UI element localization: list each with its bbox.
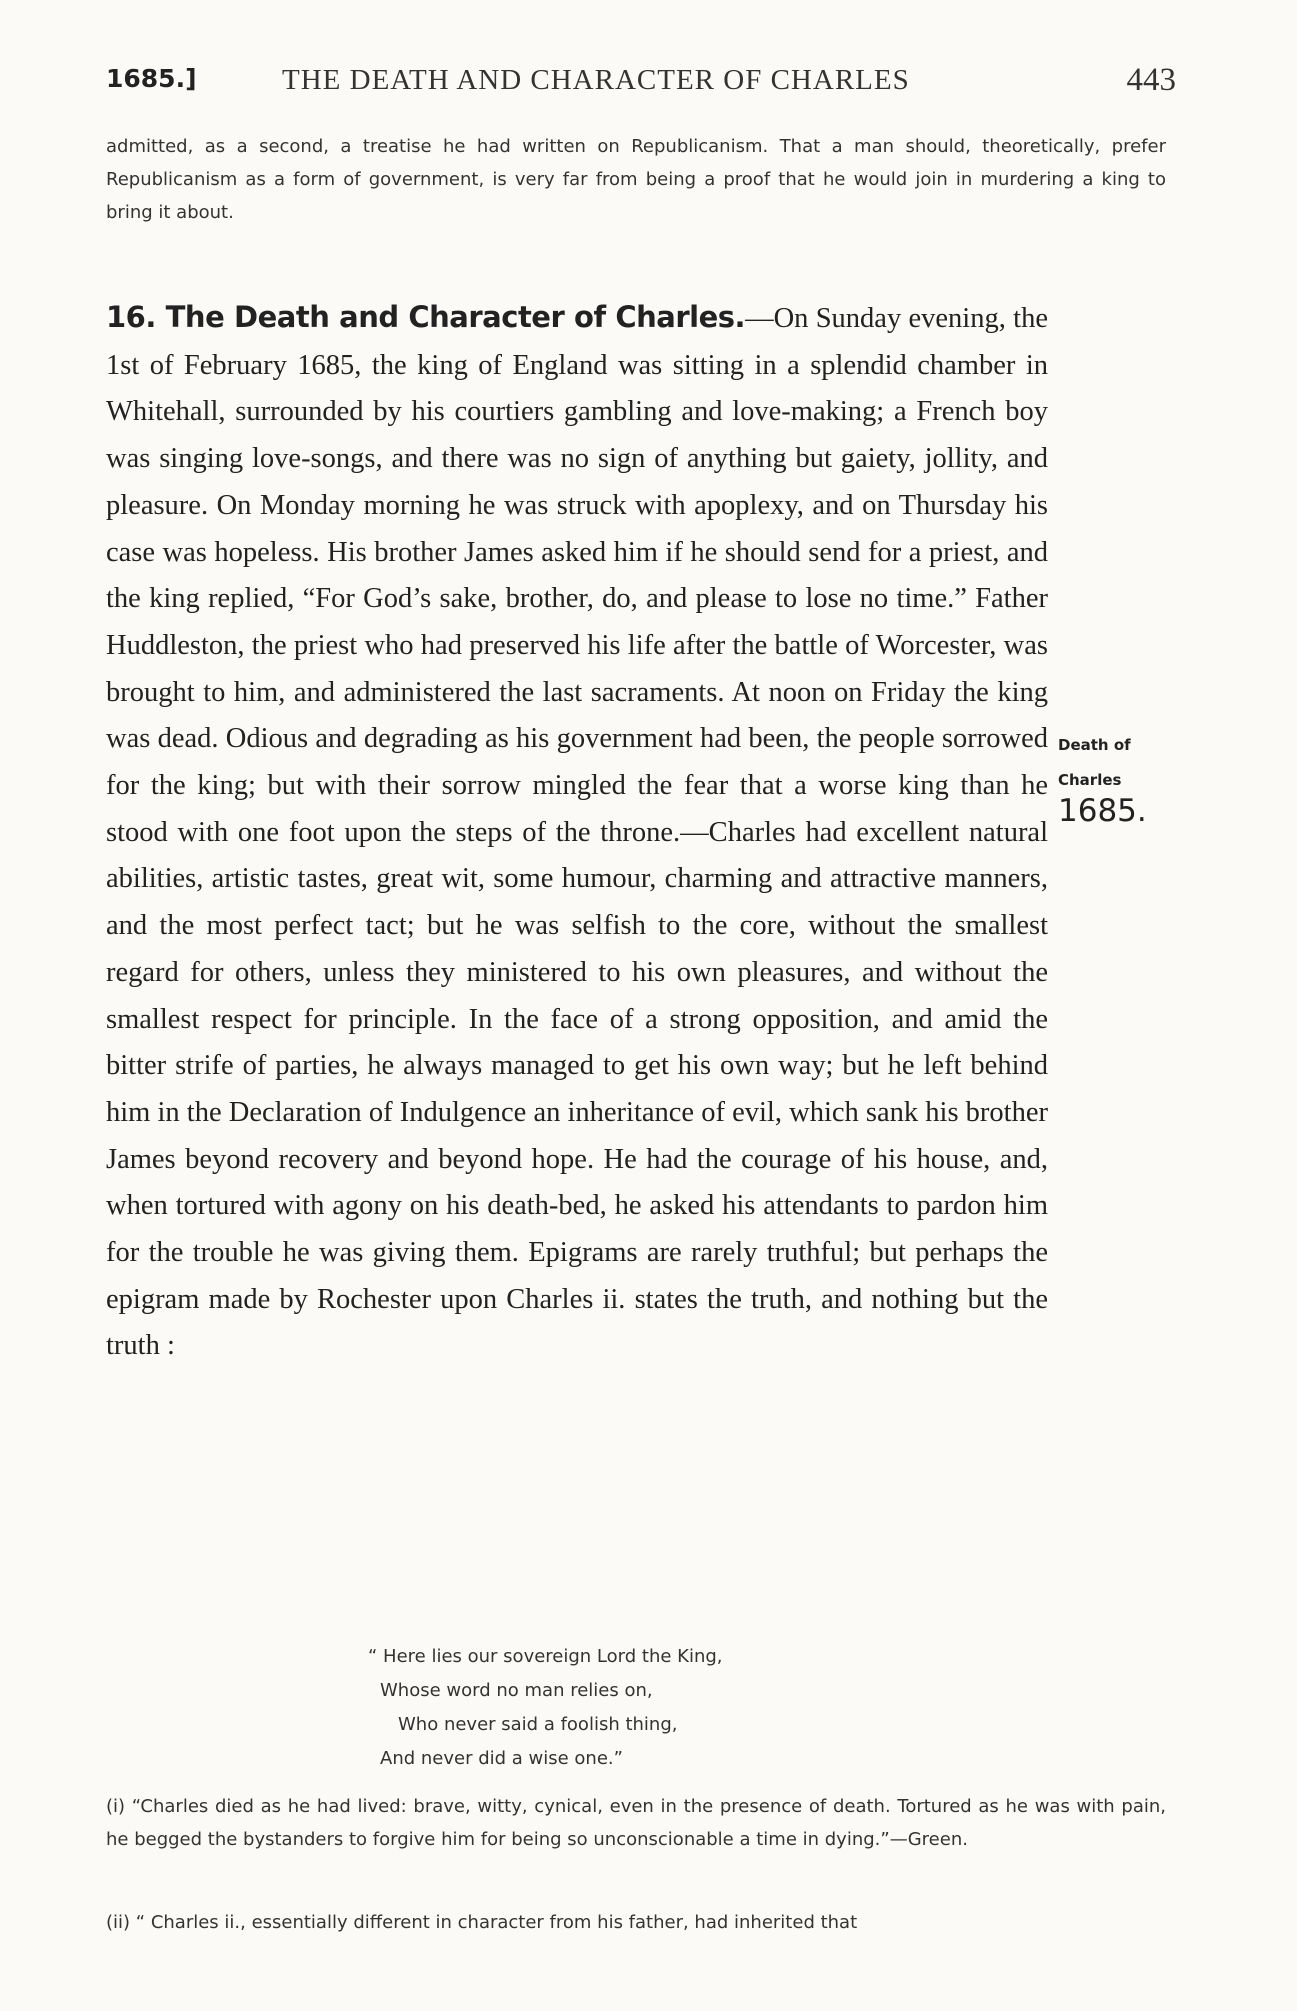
poem-line: Who never said a foolish thing, xyxy=(398,1714,678,1735)
footnote-1: (i) “Charles died as he had lived: brave, witty, cynical, even in the presence of death. Tortured as he was with pain, he begged the bystanders to forgive him for being so unconscionable a time in dying.”—Green. xyxy=(106,1796,1166,1850)
header-title: THE DEATH AND CHARACTER OF CHARLES xyxy=(282,64,910,96)
footnote-2: (ii) “ Charles ii., essentially different in character from his father, had inherited that xyxy=(106,1912,858,1933)
poem-line: Whose word no man relies on, xyxy=(380,1680,653,1701)
margin-note-line-1: Death of xyxy=(1058,736,1131,754)
margin-note-year: 1685. xyxy=(1058,793,1147,829)
page-number: 443 xyxy=(1126,62,1176,98)
intro-note: admitted, as a second, a treatise he had written on Republicanism. That a man should, theoretically, prefer Republicanism as a form of government, is very far from being a proof that he would join in murdering a king to bring it about. xyxy=(106,136,1166,223)
poem-line: “ Here lies our sovereign Lord the King, xyxy=(368,1646,723,1667)
margin-note-line-2: Charles xyxy=(1058,771,1122,789)
header-year: 1685.] xyxy=(106,64,197,93)
poem-line: And never did a wise one.” xyxy=(380,1748,623,1769)
section-text: —On Sunday evening, the 1st of February 1685, the king of England was sitting in a splendid chamber in Whitehall, surrounded by his courtiers gambling and love-making; a French boy was singing love-songs, and there was no sign of anything but gaiety, jollity, and pleasure. On Monday morning he was struck with apoplexy, and on Thursday his case was hopeless. His brother James asked him if he should send for a priest, and the king replied, “For God’s sake, brother, do, and please to lose no time.” Father Huddleston, the priest who had preserved his life after the battle of Worcester, was brought to him, and administered the last sacraments. At noon on Friday the king was dead. Odious and degrading as his government had been, the people sorrowed for the king; but with their sorrow mingled the fear that a worse king than he stood with one foot upon the steps of the throne.—Charles had excellent natural abilities, artistic tastes, great wit, some humour, charming and attractive manners, and the most perfect tact; but he was selfish to the core, without the smallest regard for others, unless they ministered to his own pleasures, and without the smallest respect for principle. In the face of a strong opposition, and amid the bitter strife of parties, he always managed to get his own way; but he left behind him in the Declaration of Indulgence an inheritance of evil, which sank his brother James beyond recovery and beyond hope. He had the courage of his house, and, when tortured with agony on his death-bed, he asked his attendants to pardon him for the trouble he was giving them. Epigrams are rarely truthful; but perhaps the epigram made by Rochester upon Charles ii. states the truth, and nothing but the truth : xyxy=(106,303,1048,1362)
section-body xyxy=(106,294,1048,1370)
epigram-poem xyxy=(360,1640,920,1776)
margin-note xyxy=(1058,738,1168,827)
section-heading: 16. The Death and Character of Charles. xyxy=(106,300,746,334)
running-header xyxy=(106,62,1176,106)
